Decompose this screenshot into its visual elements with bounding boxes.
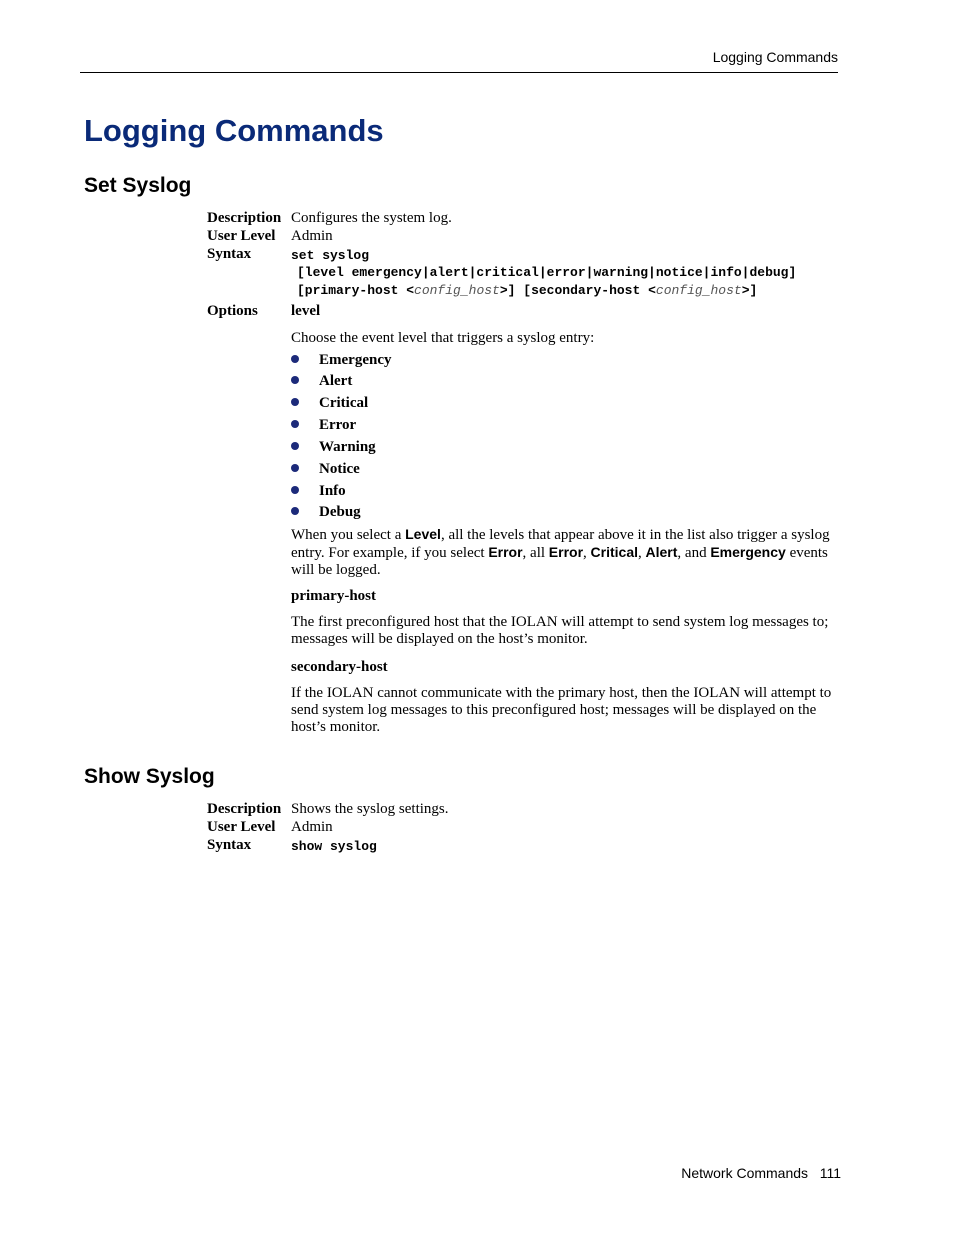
- syntax-param: config_host: [655, 283, 742, 298]
- syntax-line-2: [level emergency|alert|critical|error|warning|notice|info|debug]: [297, 265, 797, 280]
- note-keyword: Level: [405, 526, 441, 542]
- list-item: [291, 395, 368, 412]
- option-secondary-host-name: secondary-host: [291, 659, 388, 675]
- syntax-line-1: set syslog: [291, 248, 370, 263]
- description-value: Shows the syslog settings.: [291, 801, 449, 817]
- note-text: ,: [638, 545, 646, 561]
- option-secondary-host-text: If the IOLAN cannot communicate with the primary host, then the IOLAN will attempt to send system log messages to this preconfigured host; messages will be displayed on the host’s monitor.: [291, 685, 832, 735]
- bullet-icon: [291, 420, 299, 428]
- bullet-icon: [291, 464, 299, 472]
- list-item: [291, 417, 356, 434]
- list-item: [291, 483, 346, 500]
- level-name: Error: [319, 417, 357, 433]
- note-text: events will be logged.: [291, 545, 828, 578]
- option-primary-host-text: The first preconfigured host that the IOLAN will attempt to send system log messages to; messages will be displayed on the host’s monitor.: [291, 614, 829, 647]
- level-name: Warning: [319, 439, 376, 455]
- page-footer: [681, 1165, 841, 1181]
- list-item: [291, 352, 391, 369]
- description-value: Configures the system log.: [291, 210, 452, 226]
- option-primary-host-name: primary-host: [291, 588, 376, 604]
- syntax-part: [primary-host <: [297, 283, 415, 298]
- bullet-icon: [291, 507, 299, 515]
- option-level-intro: Choose the event level that triggers a syslog entry:: [291, 330, 595, 346]
- note-text: ,: [583, 545, 591, 561]
- section-title-set-syslog: Set Syslog: [84, 174, 192, 197]
- header-rule: [80, 72, 838, 73]
- note-keyword: Error: [548, 544, 584, 560]
- note-keyword: Critical: [590, 544, 638, 560]
- note-keyword: Alert: [645, 544, 678, 560]
- option-level-note: [291, 526, 839, 579]
- user-level-label: User Level: [207, 819, 276, 835]
- syntax-part: >] [secondary-host <: [499, 283, 656, 298]
- bullet-icon: [291, 376, 299, 384]
- level-name: Emergency: [319, 352, 392, 368]
- description-label: Description: [207, 210, 282, 226]
- syntax-label: Syntax: [207, 837, 252, 853]
- section-title-show-syslog: Show Syslog: [84, 765, 215, 788]
- option-level-name: level: [291, 303, 321, 319]
- note-text: , all: [522, 545, 549, 561]
- note-text: , all the levels that appear above it in the list also trigger a syslog entry. For example, if you select: [291, 527, 830, 561]
- bullet-icon: [291, 355, 299, 363]
- description-label: Description: [207, 801, 282, 817]
- syntax-label: Syntax: [207, 246, 252, 262]
- options-label: Options: [207, 303, 258, 319]
- bullet-icon: [291, 486, 299, 494]
- note-text: , and: [677, 545, 711, 561]
- list-item: [291, 461, 360, 478]
- level-name: Info: [319, 483, 346, 499]
- user-level-value: Admin: [291, 228, 333, 244]
- chapter-title: Logging Commands: [84, 113, 384, 148]
- footer-section: Network Commands: [681, 1165, 809, 1181]
- user-level-label: User Level: [207, 228, 276, 244]
- syntax-param: config_host: [414, 283, 500, 298]
- bullet-icon: [291, 442, 299, 450]
- page-number: 111: [819, 1165, 841, 1181]
- bullet-icon: [291, 398, 299, 406]
- note-keyword: Emergency: [710, 544, 786, 560]
- level-name: Critical: [319, 395, 369, 411]
- user-level-value: Admin: [291, 819, 333, 835]
- syntax-part: >]: [741, 283, 758, 298]
- level-name: Debug: [319, 504, 361, 520]
- list-item: [291, 373, 352, 390]
- note-text: When you select a: [291, 527, 406, 543]
- syntax-line: show syslog: [291, 839, 377, 854]
- list-item: [291, 439, 376, 456]
- level-name: Notice: [319, 461, 360, 477]
- running-header: Logging Commands: [712, 49, 838, 65]
- list-item: [291, 504, 361, 521]
- syntax-line-3: [297, 283, 757, 298]
- level-name: Alert: [319, 373, 353, 389]
- note-keyword: Error: [488, 544, 523, 560]
